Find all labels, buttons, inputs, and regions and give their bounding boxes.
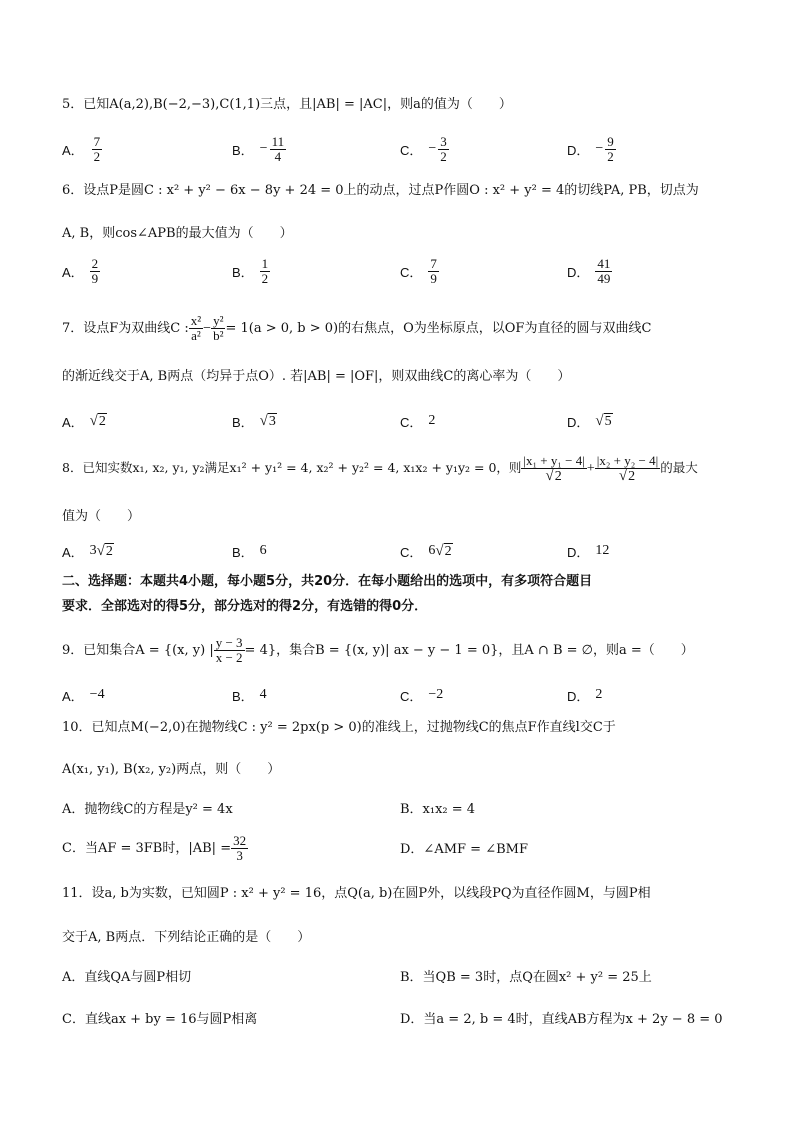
option-b[interactable]: B． √3	[232, 412, 276, 430]
question-8-options	[62, 536, 742, 566]
option-b[interactable]: B． − $\frac{11}{4}$	[232, 133, 285, 164]
option-c[interactable]: C． −2	[400, 687, 444, 704]
fraction: $\frac{32}{3}$	[233, 833, 247, 863]
option-d[interactable]: D． − $\frac{9}{2}$	[567, 133, 614, 164]
option-d[interactable]: D． 2	[567, 687, 603, 704]
question-10-line2: A(x₁, y₁), B(x₂, y₂)两点，则（ ）	[62, 762, 281, 777]
option-b[interactable]: B．当QB = 3时，点Q在圆x² + y² = 25上	[400, 970, 652, 985]
question-10: 10．已知点M(−2,0)在抛物线C : y² = 2px(p > 0)的准线上，过抛物线C的焦点F作直线l交C于	[62, 720, 616, 735]
option-a[interactable]: A． −4	[62, 687, 105, 704]
question-6-line2: A, B，则cos∠APB的最大值为（ ）	[62, 226, 293, 241]
fraction: $\frac{\text{x²}}{\text{a²}}$	[190, 313, 202, 343]
option-d[interactable]: D． $\frac{41}{49}$	[567, 255, 611, 286]
fraction: $\frac{11}{4}$	[271, 133, 285, 164]
option-a[interactable]: A． 3 √2	[62, 542, 113, 560]
option-b[interactable]: B． $\frac{1}{2}$	[232, 255, 269, 286]
question-11: 11．设a, b为实数，已知圆P : x² + y² = 16，点Q(a, b)在圆P外，以线段PQ为直径作圆M，与圆P相	[62, 886, 651, 901]
question-8-line2: 值为（ ）	[62, 509, 141, 524]
question-7: 7．设点F为双曲线C : $\frac{\text{x²}}{\text{a²}}$ − $\frac{\text{y²}}{\text{b²}}$ = 1(a > 0, b > 0)的右焦点，O为坐标原点，以OF为直径的圆与双曲线C	[62, 313, 652, 343]
fraction: $\frac{7}{9}$	[430, 255, 437, 286]
option-c[interactable]: C． $\frac{7}{9}$	[400, 255, 437, 286]
section-heading-line2: 要求．全部选对的得5分，部分选对的得2分，有选错的得0分．	[62, 599, 428, 614]
option-d[interactable]: D． 12	[567, 543, 610, 560]
question-number: 5．	[62, 97, 84, 112]
option-b[interactable]: B． 6	[232, 543, 267, 560]
question-6: 6．设点P是圆C : x² + y² − 6x − 8y + 24 = 0上的动点，过点P作圆O : x² + y² = 4的切线PA, PB，切点为	[62, 183, 699, 198]
question-11-line2: 交于A, B两点．下列结论正确的是（ ）	[62, 930, 311, 945]
option-c[interactable]: C． 6 √2	[400, 542, 452, 560]
question-5	[62, 95, 736, 115]
option-a[interactable]: A． $\frac{7}{2}$	[62, 133, 101, 164]
fraction: $\frac{7}{2}$	[93, 133, 101, 164]
question-7-options	[62, 406, 742, 436]
fraction: $\frac{\text{y²}}{\text{b²}}$	[213, 313, 224, 343]
fraction: $\frac{3}{2}$	[440, 133, 447, 164]
fraction: $\frac{1}{2}$	[261, 255, 269, 286]
option-c[interactable]: C． − $\frac{3}{2}$	[400, 133, 447, 164]
question-text: 已知点M(−2,0)在抛物线C : y² = 2px(p > 0)的准线上，过抛物线C的焦点F作直线l交C于	[91, 720, 616, 735]
option-a[interactable]: A．抛物线C的方程是y² = 4x	[62, 802, 233, 817]
fraction: $\frac{\text{|x₁ + y₁ − 4|}}{√2}$	[523, 452, 585, 484]
option-c[interactable]: C．当AF = 3FB时，|AB| = $\frac{32}{3}$	[62, 833, 247, 863]
option-b[interactable]: B． 4	[232, 687, 267, 704]
question-6-options	[62, 256, 742, 286]
question-8: 8．已知实数x₁, x₂, y₁, y₂满足x₁² + y₁² = 4, x₂² + y₂² = 4, x₁x₂ + y₁y₂ = 0，则 $\frac{\text{|x₁ + y₁ − 4|}}{√2}$ + $\frac{\text{|x₂ + y₂ − 4|}}{√2}$ 的最大	[62, 452, 698, 484]
fraction: $\frac{2}{9}$	[91, 255, 99, 286]
square-root: √2	[89, 412, 106, 429]
square-root: √5	[595, 412, 612, 429]
option-b[interactable]: B．x₁x₂ = 4	[400, 802, 476, 817]
option-d[interactable]: D． √5	[567, 412, 612, 430]
question-9: 9．已知集合A = {(x, y) | $\frac{y - 3}{x - 2}$ = 4}，集合B = {(x, y)| ax − y − 1 = 0}，且A ∩ B = ∅，则a =（ ）	[62, 635, 694, 665]
question-text: 设点P是圆C : x² + y² − 6x − 8y + 24 = 0上的动点，过点P作圆O : x² + y² = 4的切线PA, PB，切点为	[83, 183, 699, 198]
square-root: √3	[259, 412, 276, 429]
fraction: $\frac{9}{2}$	[607, 133, 614, 164]
fraction: $\frac{\text{|x₂ + y₂ − 4|}}{√2}$	[596, 452, 659, 484]
fraction: $\frac{y - 3}{x - 2}$	[215, 635, 243, 665]
square-root: √2	[96, 542, 113, 559]
option-d[interactable]: D．∠AMF = ∠BMF	[400, 842, 528, 857]
square-root: √2	[435, 542, 452, 559]
option-d[interactable]: D．当a = 2, b = 4时，直线AB方程为x + 2y − 8 = 0	[400, 1012, 723, 1027]
option-c[interactable]: C． 2	[400, 413, 436, 430]
option-a[interactable]: A． $\frac{2}{9}$	[62, 255, 99, 286]
question-5-options	[62, 134, 742, 164]
question-9-options	[62, 680, 742, 710]
fraction: $\frac{41}{49}$	[597, 255, 611, 286]
question-text: 设a, b为实数，已知圆P : x² + y² = 16，点Q(a, b)在圆P外，以线段PQ为直径作圆M，与圆P相	[91, 886, 651, 901]
question-text: 已知A(a,2),B(−2,−3),C(1,1)三点，且|AB| = |AC|，则a的值为（ ）	[83, 97, 512, 112]
option-c[interactable]: C．直线ax + by = 16与圆P相离	[62, 1012, 258, 1027]
section-heading: 二、选择题：本题共4小题，每小题5分，共20分．在每小题给出的选项中，有多项符合题目	[62, 574, 593, 589]
question-7-line2: 的渐近线交于A, B两点（均异于点O）. 若|AB| = |OF|，则双曲线C的离心率为（ ）	[62, 369, 571, 384]
option-a[interactable]: A．直线QA与圆P相切	[62, 970, 192, 985]
option-a[interactable]: A． √2	[62, 412, 106, 430]
